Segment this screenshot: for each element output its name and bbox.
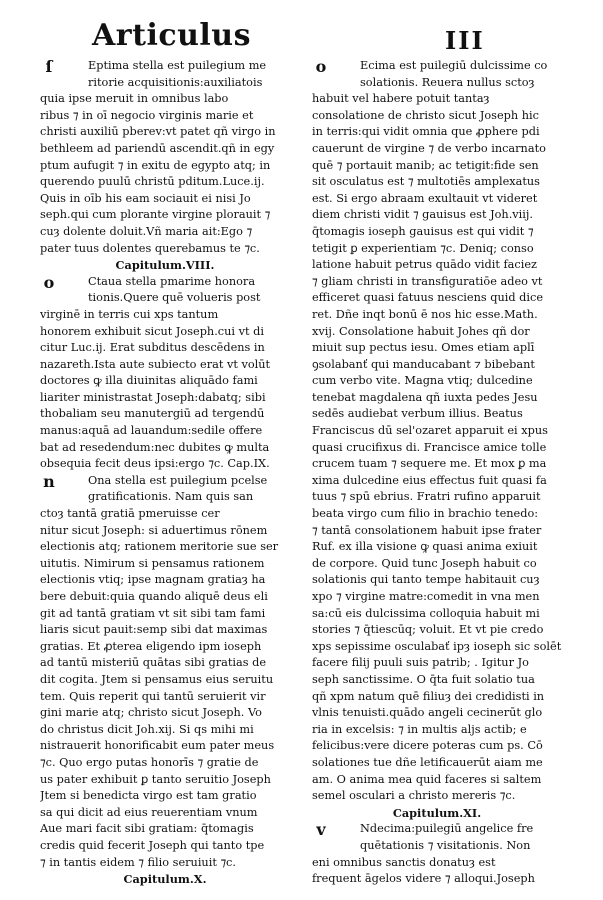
- text-line: cuȝ dolente doluit.Vñ maria ait:Ego ⁊: [40, 224, 253, 238]
- text-line: uitutis. Nimirum si pensamus rationem: [40, 556, 265, 570]
- text-line: quētationis ⁊ visitationis. Non: [360, 838, 531, 852]
- text-line: us pater exhibuit ꝑ tanto seruitio Joseph: [40, 772, 271, 786]
- text-line: consolatione de christo sicut Joseph hic: [312, 108, 539, 122]
- text-line: nistrauerit honorificabit eum pater meus: [40, 739, 275, 753]
- text-line: sit osculatus est ⁊ multotiēs amplexatus: [312, 175, 540, 189]
- initial-letter: n: [43, 471, 55, 491]
- text-line: Quis in oīb his eam sociauit ei nisi Jo: [40, 191, 251, 205]
- text-line: pater tuus dolentes querebamus te ⁊c.: [40, 241, 260, 255]
- paragraph: [312, 58, 562, 805]
- chapter-heading: Capitulum.XI.: [392, 805, 482, 820]
- text-line: bethleem ad pariendū ascendit.qñ in egy: [40, 141, 275, 155]
- text-line: semel osculari a christo mereris ⁊c.: [312, 789, 516, 803]
- text-line: stories ⁊ q̄tiescūq; voluit. Et vt pie credo: [312, 623, 544, 637]
- text-line: citur Luc.ij. Erat subditus descēdens in: [40, 341, 265, 355]
- text-line: nitur sicut Joseph: si aduertimus rōnem: [40, 523, 268, 537]
- text-line: facere filij puuli suis patrib; . Igitur Jo: [312, 656, 529, 670]
- text-line: seph.qui cum plorante virgine plorauit ⁊: [40, 208, 271, 222]
- text-line: credis quid fecerit Joseph qui tanto tpe: [40, 838, 265, 852]
- initial-letter: ſ: [45, 56, 53, 76]
- text-line: latione habuit petrus quādo vidit faciez: [312, 258, 537, 272]
- text-line: ⁊ gliam christi in transfiguratiōe adeo vt: [312, 274, 543, 288]
- text-line: sedēs audiebat verbum illius. Beatus: [312, 407, 523, 421]
- text-line: querendo puulū christū pditum.Luce.ij.: [40, 175, 265, 189]
- text-line: felicibus:vere dicere poteras cum ps. Cō: [312, 739, 543, 753]
- text-line: xvij. Consolatione habuit Johes qñ dor: [312, 324, 530, 338]
- text-line: diem christi vidit ⁊ gauisus est Joh.viij.: [312, 208, 533, 222]
- text-line: am. O anima mea quid faceres si saltem: [312, 772, 542, 786]
- left-column: [40, 58, 290, 888]
- text-line: efficeret quasi fatuus nesciens quid dice: [312, 291, 544, 305]
- folio-number: III: [445, 26, 485, 55]
- text-line: manus:aquā ad lauandum:sedile offere: [40, 424, 263, 438]
- text-line: tionis.Quere quē volueris post: [88, 291, 261, 305]
- text-line: bat ad resedendum:nec dubites ꝙ multa: [40, 440, 270, 454]
- text-line: de corpore. Quid tunc Joseph habuit co: [312, 556, 537, 570]
- text-line: vlnis tenuisti.quādo angeli cecinerūt glo: [312, 706, 543, 720]
- text-line: quia ipse meruit in omnibus labo: [40, 92, 229, 106]
- text-line: Ndecima:puilegiū angelice fre: [360, 822, 534, 836]
- text-line: ad tantū misteriū quātas sibi gratias de: [40, 656, 267, 670]
- text-line: Ecima est puilegiū dulcissime co: [360, 59, 548, 72]
- text-line: est. Si ergo abraam exultauit vt videret: [312, 191, 538, 205]
- right-column: [312, 58, 562, 888]
- text-line: gratificationis. Nam quis san: [88, 490, 254, 504]
- text-line: q̄tomagis ioseph gauisus est qui vidit ⁊: [312, 224, 534, 238]
- text-line: in terris:qui vidit omnia que ꝓphere pdi: [312, 125, 540, 139]
- text-line: ⁊ in tantis eidem ⁊ filio seruiuit ⁊c.: [40, 855, 236, 869]
- text-line: thobaliam seu manutergiū ad tergendū: [40, 407, 265, 421]
- text-line: ria in excelsis: ⁊ in multis aljs actib; e: [312, 722, 527, 736]
- text-line: tetigit ꝑ experientiam ⁊c. Deniq; conso: [312, 241, 534, 255]
- text-line: eni omnibus sanctis donatuȝ est: [312, 855, 496, 869]
- text-line: xps sepissime osculabať ipȝ ioseph sic solēt: [312, 639, 562, 653]
- text-line: tuus ⁊ spū ebrius. Fratri rufino apparuit: [312, 490, 541, 504]
- initial-row: [312, 821, 562, 838]
- text-line: solationes tue dñe letificauerūt aiam me: [312, 755, 543, 769]
- text-line: obsequia fecit deus ipsi:ergo ⁊c. Cap.IX.: [40, 457, 270, 471]
- chapter-heading: Capitulum.VIII.: [115, 258, 215, 273]
- initial-letter: v: [316, 820, 326, 840]
- text-line: quē ⁊ portauit manib; ac tetigit:fide sen: [312, 158, 539, 172]
- text-line: Ona stella est puilegium pcelse: [88, 473, 268, 487]
- text-line: xpo ⁊ virgine matre:comedit in vna men: [312, 590, 540, 603]
- text-line: qñ xpm natum quē filiuȝ dei credidisti in: [312, 689, 545, 703]
- text-line: quasi crucifixus di. Francisce amice tolle: [312, 440, 547, 454]
- text-line: Ctaua stella pmarime honora: [88, 274, 256, 288]
- text-line: beata virgo cum filio in brachio tenedo:: [312, 507, 539, 521]
- initial-row: [40, 473, 290, 490]
- text-line: ribus ⁊ in oī negocio virginis marie et: [40, 108, 254, 122]
- text-line: ⁊ tantā consolationem habuit ipse frater: [312, 523, 542, 537]
- text-line: gratias. Et ꝓterea eligendo ipm ioseph: [40, 639, 262, 653]
- text-line: ptum aufugit ⁊ in exitu de egypto atq; in: [40, 158, 271, 172]
- text-line: solationis. Reuera nullus sctoȝ: [360, 75, 535, 89]
- paragraph: [40, 58, 290, 257]
- text-line: honorem exhibuit sicut Joseph.cui vt di: [40, 324, 264, 338]
- text-line: miuit sup pectus iesu. Omes etiam aplī: [312, 341, 535, 355]
- text-line: crucem tuam ⁊ sequere me. Et mox ꝑ ma: [312, 457, 547, 471]
- text-line: christi auxiliū pberev:vt patet qñ virgo in: [40, 125, 276, 139]
- text-line: tem. Quis reperit qui tantū seruierit vir: [40, 689, 266, 703]
- text-line: ritorie acquisitionis:auxiliatois: [88, 75, 263, 89]
- text-line: sa qui dicit ad eius reuerentiam vnum: [40, 805, 258, 819]
- text-line: xima dulcedine eius effectus fuit quasi fa: [312, 473, 547, 487]
- text-line: liaris sicut pauit:semp sibi dat maximas: [40, 623, 268, 637]
- initial-letter: o: [315, 56, 327, 76]
- text-line: frequent āgelos videre ⁊ alloqui.Joseph: [312, 872, 535, 886]
- chapter-heading: Capitulum.X.: [123, 872, 207, 887]
- text-line: nazareth.Ista aute subiecto erat vt volūt: [40, 357, 271, 371]
- text-line: ꝯsolabanť qui manducabant ⁊ bibebant: [312, 357, 535, 371]
- running-title: Articulus: [92, 18, 252, 53]
- text-line: electionis vtiq; ipse magnam gratiaȝ ha: [40, 573, 266, 587]
- text-line: do christus dicit Joh.xij. Si qs mihi mi: [40, 722, 254, 736]
- paragraph: [40, 473, 290, 871]
- paragraph: [40, 274, 290, 473]
- text-line: Ruf. ex illa visione ꝙ quasi anima exiuit: [312, 540, 538, 554]
- text-line: doctores ꝙ illa diuinitas aliquādo fami: [40, 374, 258, 388]
- text-line: cum verbo vite. Magna vtiq; dulcedine: [312, 374, 533, 388]
- text-line: virginē in terris cui xps tantum: [40, 307, 219, 321]
- text-line: ⁊c. Quo ergo putas honorīs ⁊ gratie de: [40, 755, 259, 769]
- paragraph: [312, 821, 562, 887]
- text-line: tenebat magdalena qñ iuxta pedes Jesu: [312, 390, 538, 404]
- text-line: Aue mari facit sibi gratiam: q̄tomagis: [40, 822, 254, 836]
- text-line: habuit vel habere potuit tantaȝ: [312, 92, 490, 106]
- text-line: ctoȝ tantā gratiā pmeruisse cer: [40, 507, 220, 521]
- text-line: dit cogita. Jtem si pensamus eius seruitu: [40, 672, 274, 686]
- text-line: cauerunt de virgine ⁊ de verbo incarnato: [312, 141, 546, 155]
- text-line: solationis qui tanto tempe habitauit cuȝ: [312, 573, 540, 587]
- text-line: bere debuit:quia quando aliquē deus eli: [40, 590, 268, 603]
- text-line: liariter ministrastat Joseph:dabatq; sibi: [40, 390, 266, 404]
- initial-row: [312, 58, 562, 75]
- text-line: sa:cū eis dulcissima colloquia habuit mi: [312, 606, 540, 620]
- text-line: Franciscus dū sel'ozaret apparuit ei xpus: [312, 424, 548, 438]
- text-line: ret. Dñe inqt bonū ē nos hic esse.Math.: [312, 307, 538, 321]
- text-line: seph sanctissime. O q̄ta fuit solatio tua: [312, 672, 535, 686]
- text-line: electionis atq; rationem meritorie sue ser: [40, 540, 279, 554]
- text-line: git ad tantā gratiam vt sit sibi tam fami: [40, 606, 266, 620]
- text-line: gini marie atq; christo sicut Joseph. Vo: [40, 706, 262, 720]
- text-line: Jtem si benedicta virgo est tam gratio: [40, 789, 257, 803]
- initial-letter: o: [43, 272, 55, 292]
- text-line: Eptima stella est puilegium me: [88, 59, 267, 72]
- initial-row: [40, 274, 290, 291]
- initial-row: [40, 58, 290, 75]
